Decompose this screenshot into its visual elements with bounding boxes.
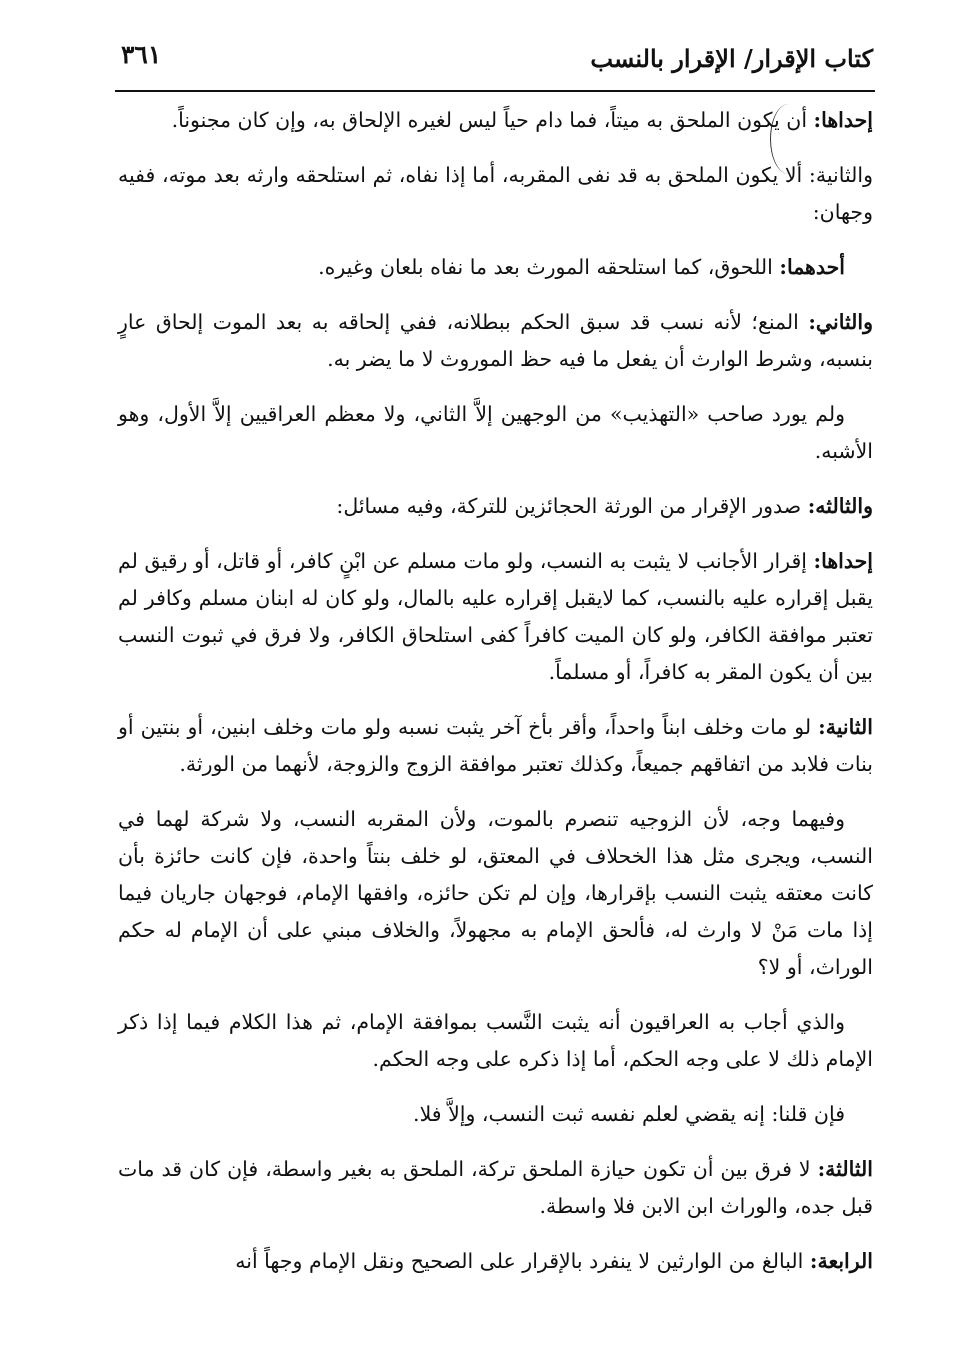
paragraph-lead: والثاني: (808, 310, 873, 334)
paragraph-12 (118, 1151, 873, 1225)
paragraph-13 (118, 1243, 873, 1280)
page-header (115, 36, 875, 92)
paragraph-text: لا فرق بين أن تكون حيازة الملحق تركة، الملحق به بغير واسطة، فإن كان قد مات قبل جده، والوراث ابن الابن فلا واسطة. (118, 1157, 873, 1218)
paragraph-4 (118, 304, 873, 378)
paragraph-text: والثانية: ألا يكون الملحق به قد نفى المقربه، أما إذا نفاه، ثم استلحقه وارثه بعد موته، ففيه وجهان: (118, 163, 873, 224)
paragraph-text: البالغ من الوارثين لا ينفرد بالإقرار على الصحيح ونقل الإمام وجهاً أنه (235, 1249, 804, 1273)
paragraph-lead: إحداها: (813, 549, 873, 573)
paragraph-text: لو مات وخلف ابناً واحداً، وأقر بأخ آخر يثبت نسبه ولو مات وخلف ابنين، أو بنتين أو بنات فلابد من اتفاقهم جميعاً، وكذلك تعتبر موافقة الزوج والزوجة، لأنهما من الورثة. (118, 715, 873, 776)
paragraph-text: إقرار الأجانب لا يثبت به النسب، ولو مات مسلم عن ابْنٍ كافر، أو قاتل، أو رقيق لم يقبل إقراره عليه بالنسب، كما لايقبل إقراره عليه بالمال، ولو كان له ابنان مسلم وكافر لم تعتبر موافقة الكافر، ولو كان الميت كافراً كفى استلحاق الكافر، ولا فرق في ثبوت النسب بين أن يكون المقر به كافراً، أو مسلماً. (118, 549, 873, 684)
header-rule (115, 90, 875, 92)
page-number: ٣٦١ (121, 40, 162, 69)
paragraph-lead: الثالثة: (817, 1157, 873, 1181)
paragraph-text: أن يكون الملحق به ميتاً، فما دام حياً ليس لغيره الإلحاق به، وإن كان مجنوناً. (171, 108, 808, 132)
running-title: كتاب الإقرار/ الإقرار بالنسب (590, 44, 873, 73)
paragraph-2 (118, 157, 873, 231)
paragraph-9 (118, 801, 873, 986)
paragraph-text: اللحوق، كما استلحقه المورث بعد ما نفاه بلعان وغيره. (318, 255, 773, 279)
paragraph-text: المنع؛ لأنه نسب قد سبق الحكم ببطلانه، ففي إلحاقه به بعد الموت إلحاق عارٍ بنسبه، وشرط الوارث أن يفعل ما فيه حظ الموروث لا ما يضر به. (118, 310, 873, 371)
paragraph-text: صدور الإقرار من الورثة الحجائزين للتركة، وفيه مسائل: (336, 494, 802, 518)
paragraph-text: والذي أجاب به العراقيون أنه يثبت النَّسب بموافقة الإمام، ثم هذا الكلام فيما إذا ذكر الإمام ذلك لا على وجه الحكم، أما إذا ذكره على وجه الحكم. (118, 1010, 873, 1071)
paragraph-lead: والثالثه: (807, 494, 873, 518)
paragraph-text: وفيهما وجه، لأن الزوجيه تنصرم بالموت، ولأن المقربه النسب، ولا شركة لهما في النسب، ويجرى مثل هذا الخحلاف في المعتق، لو خلف بنتاً واحدة، فإن كانت حائزة بأن كانت معتقه يثبت النسب بإقرارها، وإن لم تكن حائزه، وافقها الإمام، فوجهان جاريان فيما إذا مات مَنْ لا وارث له، فألحق الإمام به مجهولاً، والخلاف مبني على أن الإمام له حكم الوراث، أو لا؟ (118, 807, 873, 979)
paragraph-8 (118, 709, 873, 783)
paragraph-6 (118, 488, 873, 525)
paragraph-lead: أحدهما: (779, 255, 845, 279)
paragraph-1 (118, 102, 873, 139)
paragraph-11 (118, 1096, 873, 1133)
paragraph-text: فإن قلنا: إنه يقضي لعلم نفسه ثبت النسب، وإلاَّ فلا. (413, 1102, 845, 1126)
paragraph-10 (118, 1004, 873, 1078)
paragraph-5 (118, 396, 873, 470)
paragraph-lead: الثانية: (818, 715, 873, 739)
paragraph-3 (118, 249, 873, 286)
paragraph-lead: إحداها: (813, 108, 873, 132)
paragraph-lead: الرابعة: (809, 1249, 873, 1273)
paragraph-7 (118, 543, 873, 691)
paragraph-text: ولم يورد صاحب «التهذيب» من الوجهين إلاَّ الثاني، ولا معظم العراقيين إلاَّ الأول، وهو الأشبه. (118, 402, 873, 463)
body-text (118, 102, 873, 1298)
